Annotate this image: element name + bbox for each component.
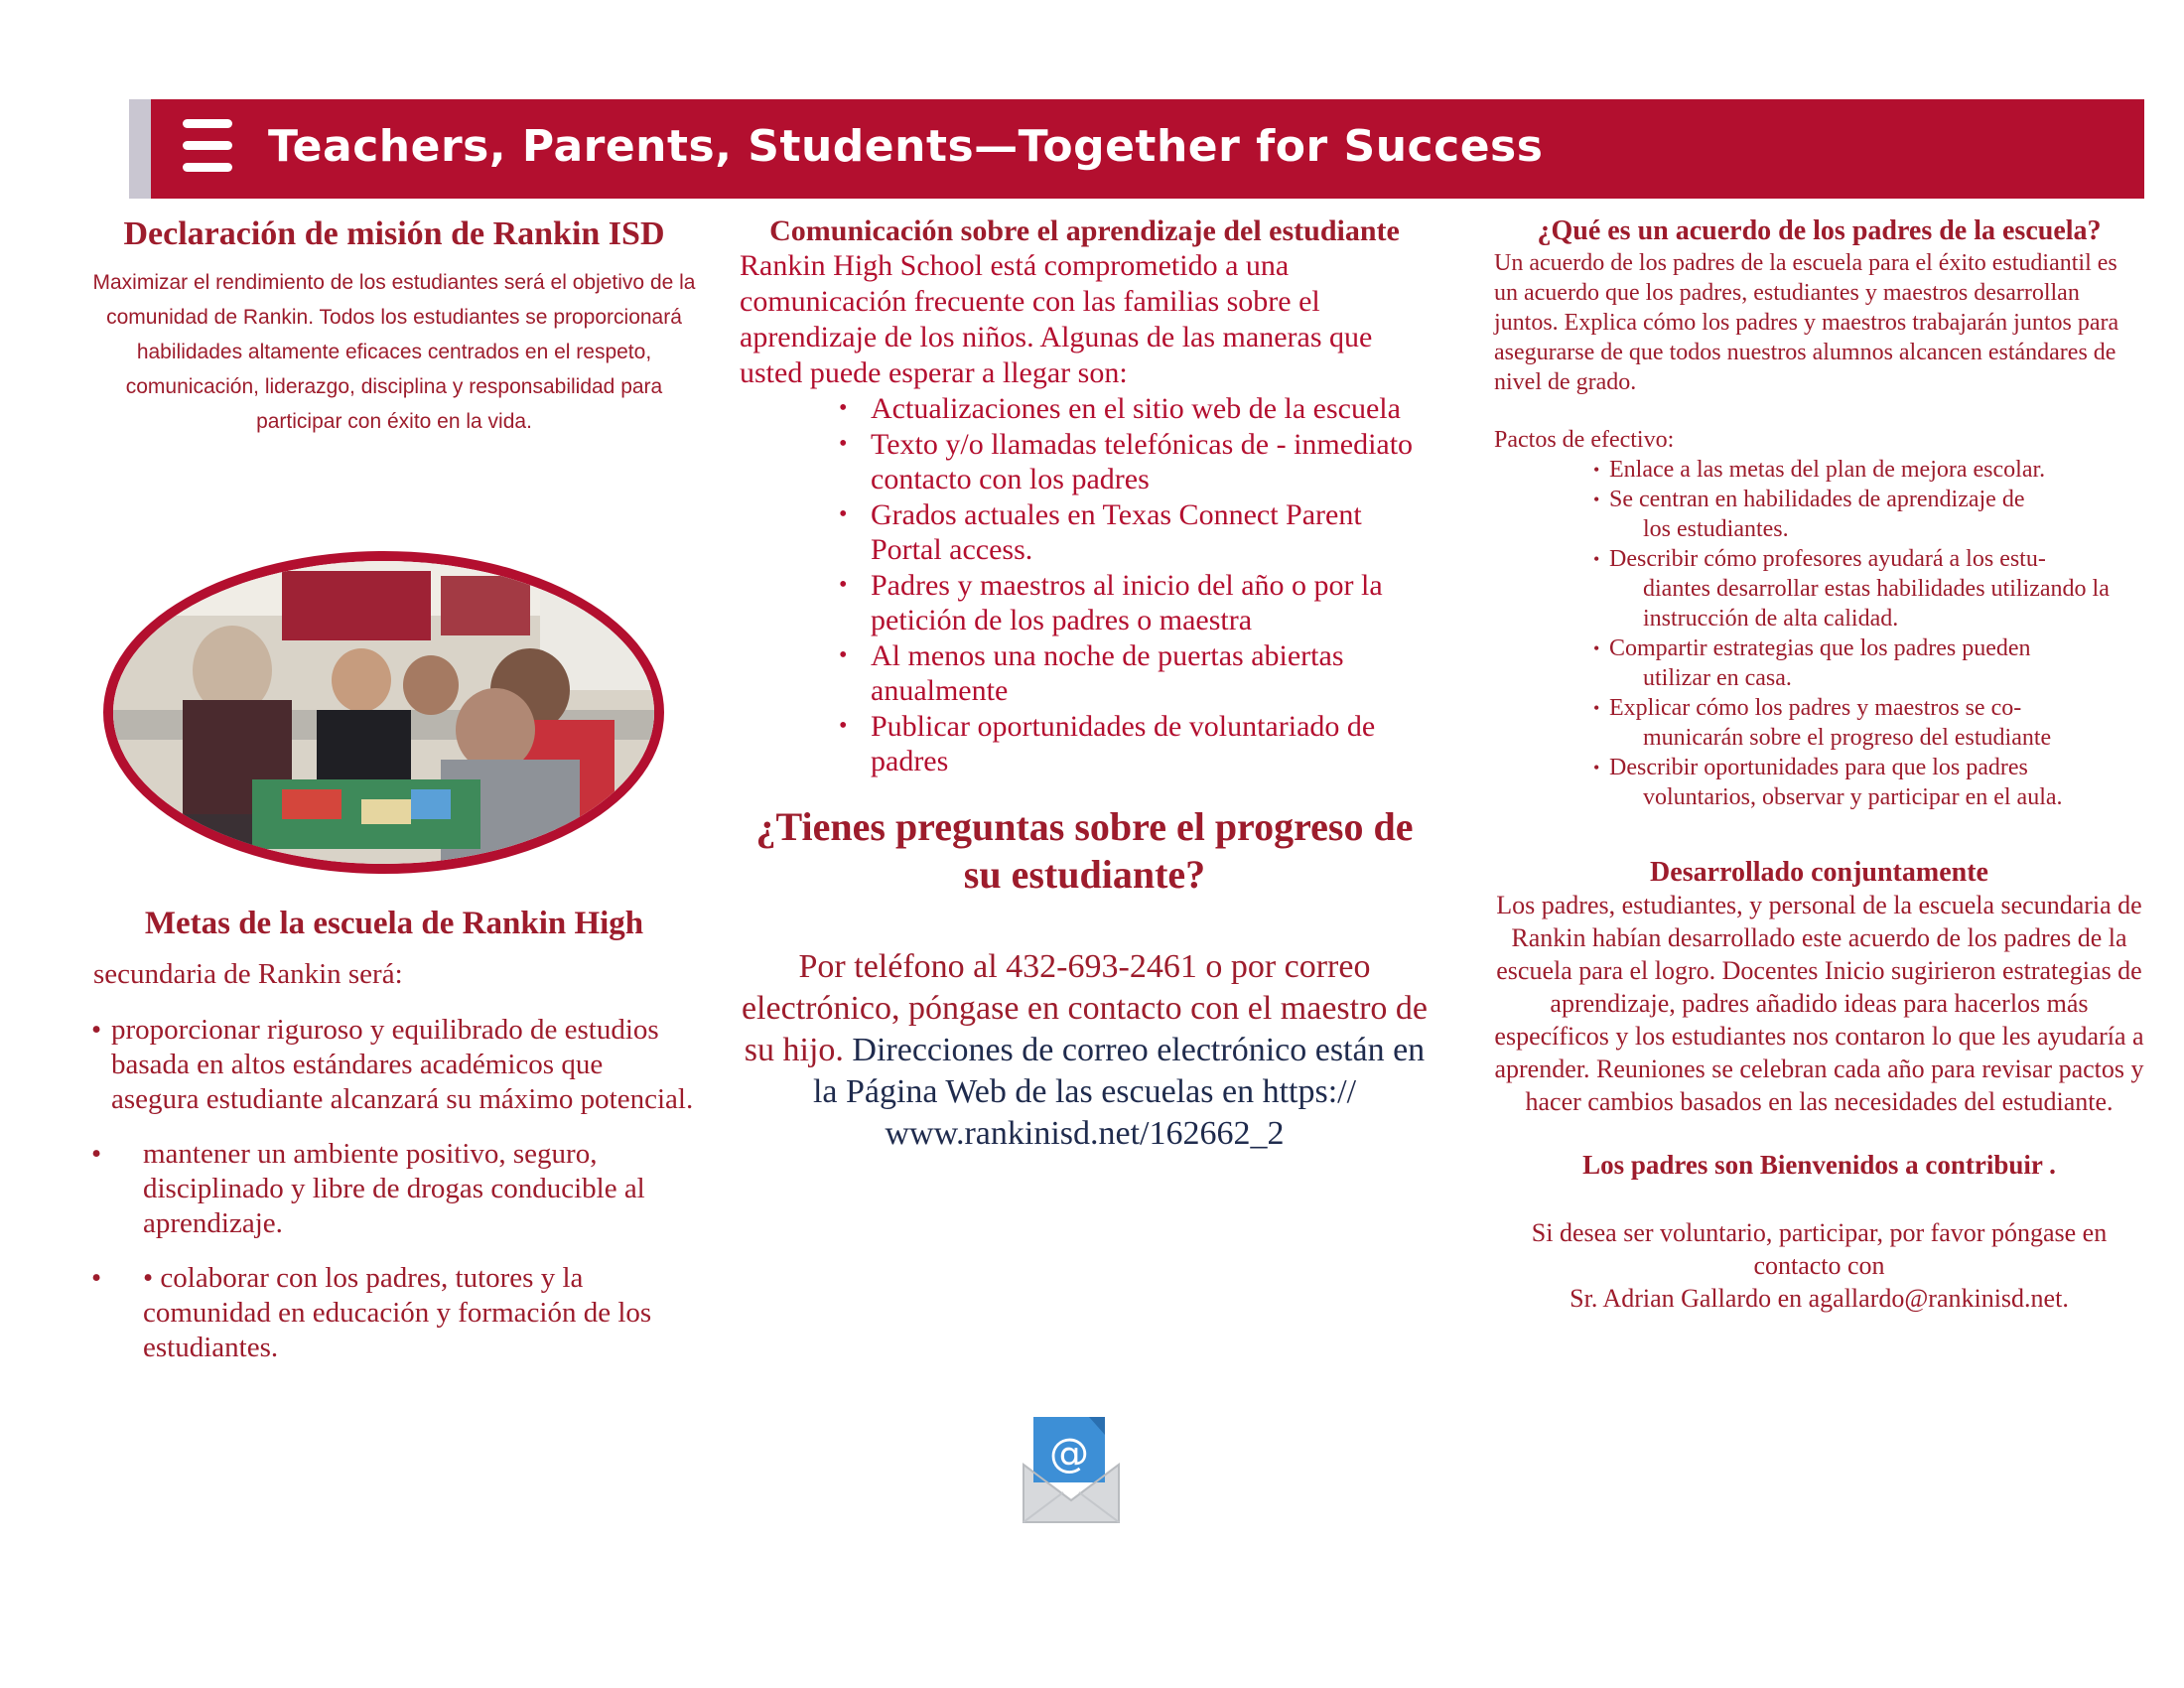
goals-title: Metas de la escuela de Rankin High [144, 906, 644, 941]
communication-intro: Rankin High School está comprometido a una comunicación frecuente con las familias sobre el aprendizaje de los niños. Algunas de las maneras que usted puede esperar a llegar son: [740, 249, 1373, 389]
pacts-heading: Pactos de efectivo: [1494, 427, 1675, 453]
developed-title: Desarrollado conjuntamente [1650, 857, 1988, 888]
pacts-list [1494, 455, 2144, 812]
bullet-icon: • [91, 1262, 102, 1294]
developed-text: Los padres, estudiantes, y personal de la escuela secundaria de Rankin habían desarrollado este acuerdo de los padres de la escuela para el logro. Docentes Inicio sugirieron estrategias de aprendizaje, padres añadido ideas para hacerlos más específicos y los estudiantes nos contaron lo que les ayudaría a aprender. Reuniones se celebran cada año para revisar pactos y hacer cambios basados en las necesidades del estudiante. [1494, 891, 2144, 1116]
contact-phone-text: Por teléfono al 432-693-2461 o por correo electrónico, póngase en contacto con el [741, 947, 1371, 1027]
email-icon [1020, 1413, 1123, 1524]
communication-list [740, 391, 1430, 779]
column-mission [91, 213, 697, 1363]
list-item: • Grados actuales en Texas Connect Parent Portal access. [839, 497, 1430, 568]
welcome-text: Los padres son Bienvenidos a contribuir . [1582, 1150, 2056, 1180]
list-item: • mantener un ambiente positivo, seguro, disciplinado y libre de drogas conducible al aprendizaje. [91, 1138, 645, 1239]
list-item: • Actualizaciones en el sitio web de la escuela [839, 391, 1430, 427]
svg-text:@: @ [1049, 1431, 1089, 1477]
list-item: • proporcionar riguroso y equilibrado de estudios basada en altos estándares académicos que asegura estudiante alcanzará su máximo potencial. [91, 1014, 694, 1115]
list-item: • Describir cómo profesores ayudará a los estu- diantes desarrollar estas habilidades utilizando la instrucción de alta calidad. [1593, 544, 2144, 633]
header-banner [129, 99, 2144, 199]
mission-title: Declaración de misión de Rankin ISD [123, 215, 665, 252]
list-item: • Publicar oportunidades de voluntariado de padres [839, 709, 1430, 779]
goals-intro: secundaria de Rankin será: [93, 958, 403, 990]
questions-title: ¿Tienes preguntas sobre el progreso de su estudiante? [755, 803, 1414, 897]
volunteer-text [1494, 1216, 2144, 1315]
column-compact [1494, 213, 2144, 1315]
volunteer-contact[interactable]: Sr. Adrian Gallardo en agallardo@rankinisd.net. [1570, 1284, 2069, 1313]
volunteer-line-1: Si desea ser voluntario, participar, por favor póngase en contacto con [1531, 1218, 2108, 1280]
contact-teacher-text: maestro de su hijo. [744, 989, 1429, 1068]
list-item: • Texto y/o llamadas telefónicas de - inmediato contacto con los padres [839, 427, 1430, 497]
list-item: • • colaborar con los padres, tutores y la comunidad en educación y formación de los estudiantes. [91, 1262, 652, 1363]
list-item: • Compartir estrategias que los padres pueden utilizar en casa. [1593, 633, 2144, 693]
bullet-icon: • [91, 1138, 102, 1170]
banner-title: Teachers, Parents, Students—Together for Success [268, 121, 1544, 172]
classroom-photo [103, 551, 664, 874]
column-communication [740, 213, 1430, 1477]
mission-text: Maximizar el rendimiento de los estudiantes será el objetivo de la comunidad de Rankin. Todos los estudiantes se proporcionará habilidades altamente eficaces centrados en el respeto, comunicación, liderazgo, disciplina y responsabilidad para participar con éxito en la vida. [92, 271, 696, 433]
classroom-photo-illustration [113, 561, 654, 864]
list-item: • Describir oportunidades para que los padres voluntarios, observar y participar en el aula. [1593, 753, 2144, 812]
compact-title: ¿Qué es un acuerdo de los padres de la escuela? [1537, 215, 2102, 246]
contact-info [740, 946, 1430, 1155]
menu-icon[interactable] [183, 119, 232, 173]
list-item: • Enlace a las metas del plan de mejora escolar. [1593, 455, 2144, 485]
list-item: • Se centran en habilidades de aprendizaje de los estudiantes. [1593, 485, 2144, 544]
compact-text: Un acuerdo de los padres de la escuela para el éxito estudiantil es un acuerdo que los padres, estudiantes y maestros desarrollan juntos. Explica cómo los padres y maestros trabajarán juntos para asegurarse de que todos nuestros alumnos alcancen estándares de nivel de grado. [1494, 250, 2119, 395]
contact-email-text[interactable]: Direcciones de correo electrónico están en la Página Web de las escuelas en https:// www.rankinisd.net/162662_2 [812, 1031, 1426, 1152]
list-item: • Padres y maestros al inicio del año o por la petición de los padres o maestra [839, 568, 1430, 638]
communication-title: Comunicación sobre el aprendizaje del estudiante [769, 214, 1400, 247]
bullet-icon: • [91, 1014, 102, 1046]
list-item: • Explicar cómo los padres y maestros se co- municarán sobre el progreso del estudiante [1593, 693, 2144, 753]
list-item: • Al menos una noche de puertas abiertas anualmente [839, 638, 1430, 709]
goals-list [91, 1013, 697, 1385]
